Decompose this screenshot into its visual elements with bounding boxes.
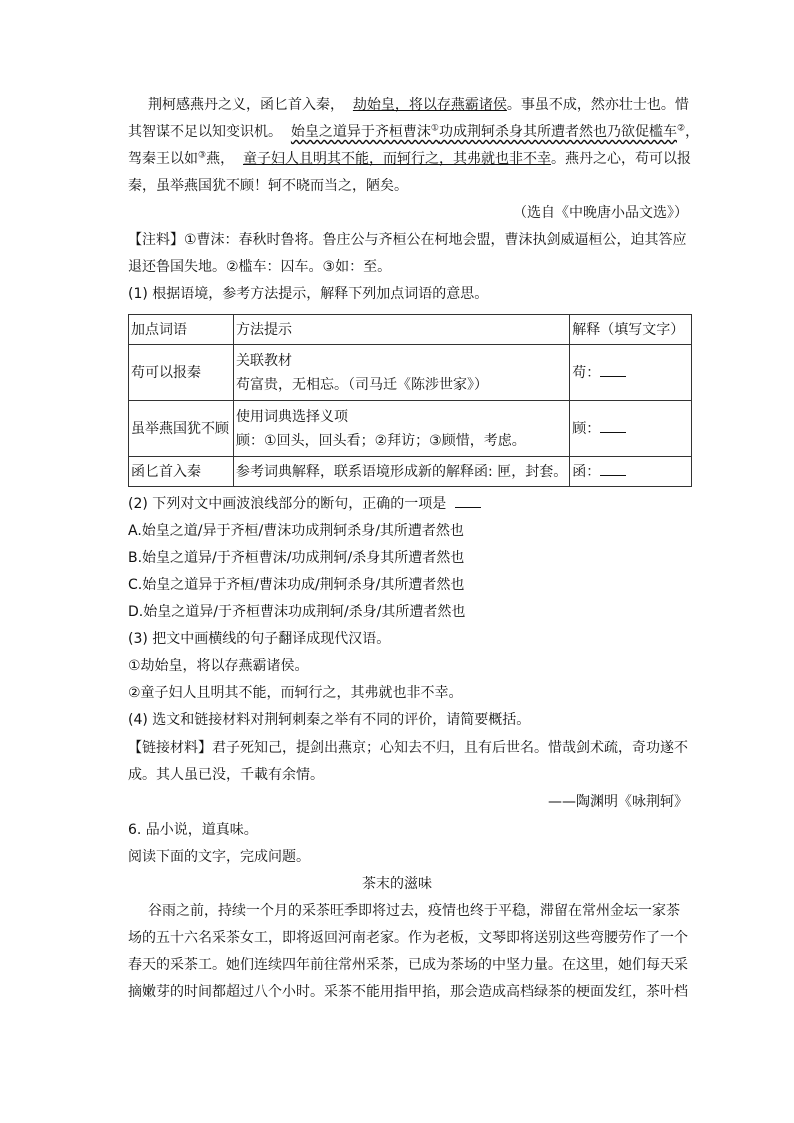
table-header-row: [129, 315, 692, 345]
story-line-2: 场的五十六名采茶女工，即将返回河南老家。作为老板，文琴即将送别这些弯腰劳作了一个: [128, 930, 688, 946]
footnote-marker: ③: [198, 150, 207, 161]
translation-sentence-1: ①劫始皇，将以存燕霸诸侯。: [128, 658, 309, 674]
table-cell-answer[interactable]: 苟：: [570, 345, 692, 401]
annotation-line-2: 退还鲁国失地。②槛车：囚车。③如：至。: [128, 259, 392, 275]
passage-text: 其智谋不足以知变识机。: [128, 124, 282, 140]
table-cell-answer[interactable]: 函：: [570, 457, 692, 487]
annotation-line-1: 【注料】①曹沫：春秋时鲁将。鲁庄公与齐桓公在柯地会盟，曹沫执剑威逼桓公，迫其答应: [128, 232, 687, 248]
story-title: 茶末的滋味: [362, 876, 432, 892]
passage-line-3: 驾秦王以如③燕， 童子妇人且明其不能，而轲行之，其弗就也非不幸。燕丹之心，苟可以报: [128, 150, 691, 167]
table-cell-hint: 参考词典解释，联系语境形成新的解释函: 匣，封套。: [234, 457, 570, 487]
passage-text: 。事虽不成，然亦壮士也。惜: [506, 97, 689, 113]
question-3-prompt: (3) 把文中画横线的句子翻译成现代汉语。: [128, 631, 391, 647]
table-row: [129, 457, 692, 487]
table-cell-term: 函匕首入秦: [129, 457, 234, 487]
passage-line-1: [148, 95, 689, 115]
answer-blank[interactable]: [600, 463, 626, 476]
passage-line-2: 其智谋不足以知变识机。 始皇之道异于齐桓曹沫①功成荆轲杀身其所遭者然也乃欲促槛车②，: [128, 123, 700, 140]
question-2-prompt: (2) 下列对文中画波浪线部分的断句，正确的一项是: [128, 494, 481, 514]
table-cell-term: 虽举燕国犹不顾: [129, 401, 234, 457]
table-row: [129, 345, 692, 401]
word-explanation-table: [128, 314, 692, 487]
option-d[interactable]: D.始皇之道异/于齐桓曹沫功成荆轲/杀身/其所遭者然也: [128, 604, 466, 620]
wavy-underlined-section: 始皇之道异于齐桓曹沫①功成荆轲杀身其所遭者然也乃欲促槛车: [290, 123, 677, 140]
passage-text: 荆柯感燕丹之义，函匕首入秦，: [148, 97, 344, 113]
translation-sentence-2: ②童子妇人且明其不能，而轲行之，其弗就也非不幸。: [128, 685, 463, 701]
option-b[interactable]: B.始皇之道异/于齐桓曹沫/功成荆轲/杀身其所遭者然也: [128, 550, 465, 566]
story-line-1: 谷雨之前，持续一个月的采茶旺季即将过去，疫情也终于平稳，滞留在常州金坛一家茶: [148, 903, 680, 919]
passage-line-4: 秦，虽举燕国犹不顾！轲不晓而当之，陋矣。: [128, 178, 408, 194]
footnote-marker: ①: [430, 123, 439, 134]
footnote-marker: ②: [676, 123, 686, 134]
table-row: [129, 401, 692, 457]
answer-blank[interactable]: [455, 495, 481, 508]
table-cell-term: 苟可以报秦: [129, 345, 234, 401]
question-6-heading: 6. 品小说，道真味。: [128, 822, 258, 838]
story-line-3: 春天的采茶工。她们连续四年前往常州采茶，已成为茶场的中坚力量。在这里，她们每天采: [128, 957, 688, 973]
answer-blank[interactable]: [600, 364, 626, 377]
underlined-sentence-2: 童子妇人且明其不能，而轲行之，其弗就也非不幸: [242, 151, 551, 167]
table-cell-hint: 使用词典选择义项 顾：①回头，回头看；②拜访；③顾惜，考虑。: [234, 401, 570, 457]
question-4-prompt: (4) 选文和链接材料对荆轲刺秦之举有不同的评价，请简要概括。: [128, 712, 531, 728]
story-line-4: 摘嫩芽的时间都超过八个小时。采茶不能用指甲掐，那会造成高档绿茶的梗面发红，茶叶档: [128, 984, 688, 1000]
table-header: 解释（填写文字）: [570, 315, 692, 345]
link-material-line-2: 成。其人虽已没，千載有余情。: [128, 767, 324, 783]
underlined-sentence-1: 劫始皇，将以存燕霸诸侯: [352, 97, 507, 113]
link-material-line-1: 【链接材料】君子死知己，提剑出燕京；心知去不归，且有后世名。惜哉剑术疏，奇功遂不: [128, 740, 688, 756]
table-header: 方法提示: [234, 315, 570, 345]
passage-source: （选自《中晚唐小品文选》）: [513, 205, 688, 221]
table-cell-hint: 关联教材 苟富贵，无相忘。（司马迁《陈涉世家》）: [234, 345, 570, 401]
answer-blank[interactable]: [600, 420, 626, 433]
table-header: 加点词语: [129, 315, 234, 345]
question-1-prompt: (1) 根据语境，参考方法提示，解释下列加点词语的意思。: [128, 286, 489, 302]
poem-attribution: ——陶渊明《咏荆轲》: [548, 794, 688, 810]
option-a[interactable]: A.始皇之道/异于齐桓/曹沫功成荆轲杀身/其所遭者然也: [128, 523, 464, 539]
option-c[interactable]: C.始皇之道异于齐桓/曹沫功成/荆轲杀身/其所遭者然也: [128, 577, 465, 593]
table-cell-answer[interactable]: 顾：: [570, 401, 692, 457]
reading-instruction: 阅读下面的文字，完成问题。: [128, 849, 310, 865]
